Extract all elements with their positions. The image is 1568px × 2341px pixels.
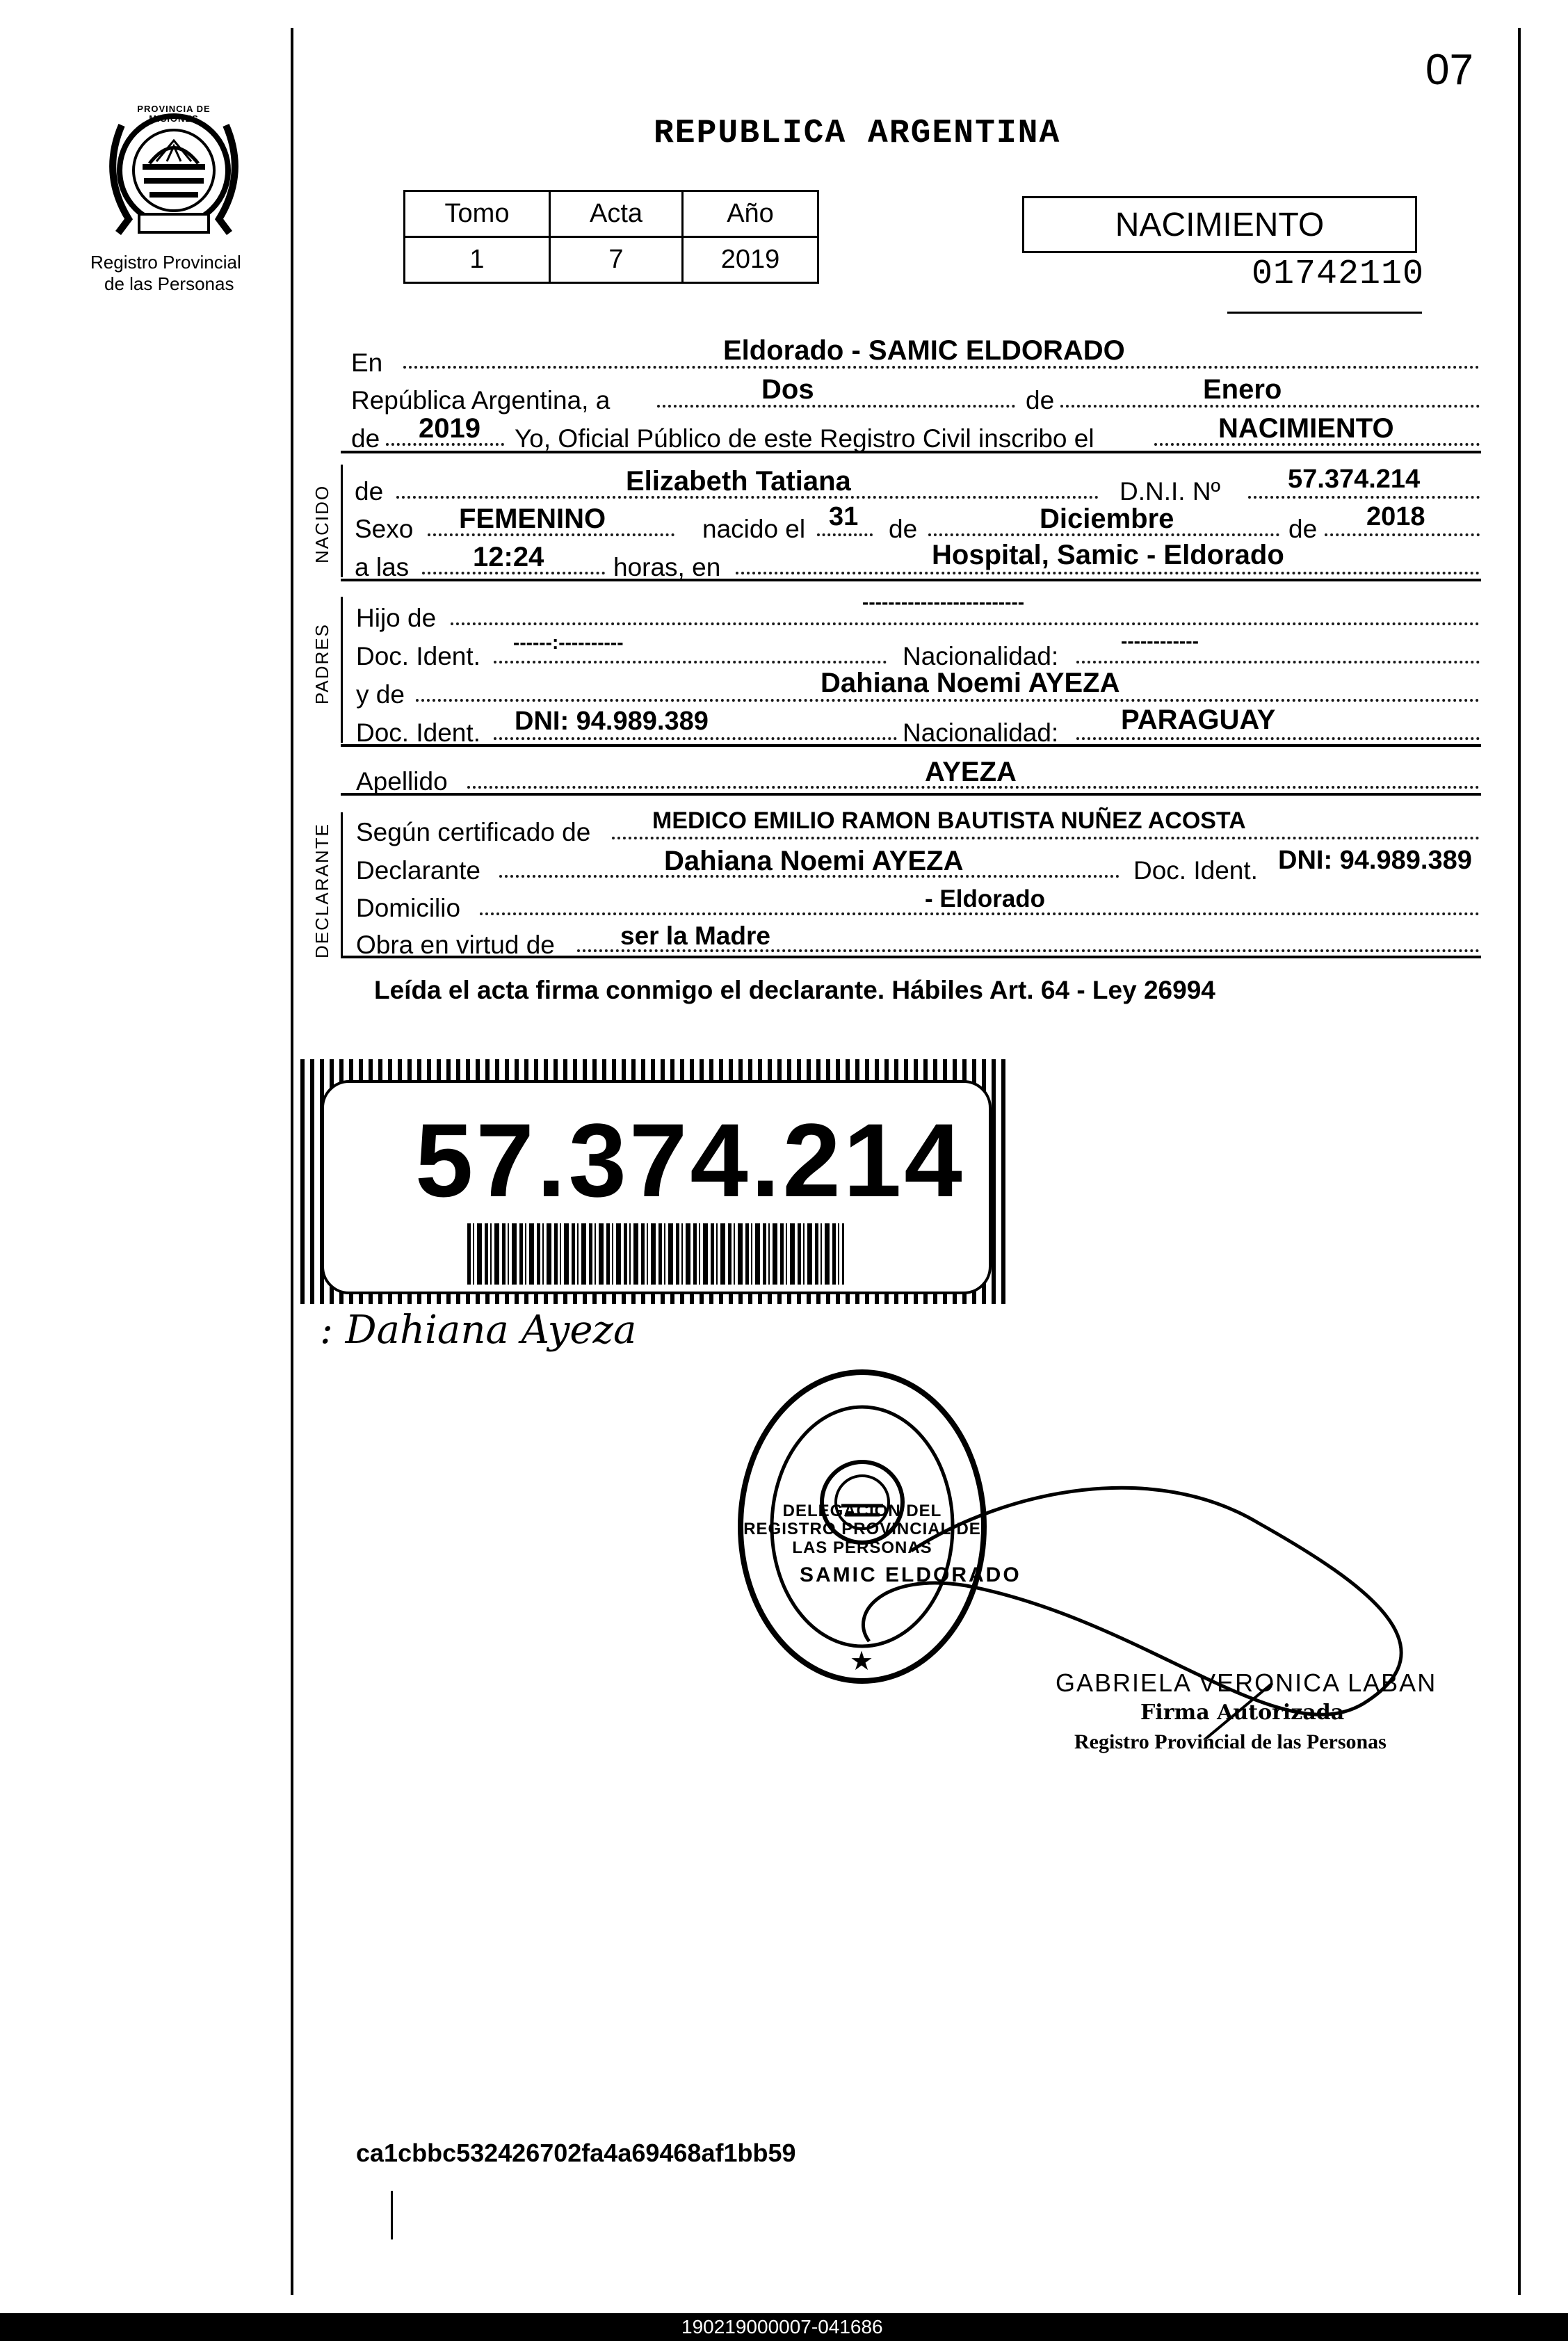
left-margin-rule xyxy=(291,28,293,2295)
birth-place: Hospital, Samic - Eldorado xyxy=(932,540,1284,570)
record-table-cell: 7 xyxy=(550,237,683,283)
father-doc-line xyxy=(494,661,887,663)
right-margin-rule xyxy=(1518,28,1521,2295)
declarante-label: Declarante xyxy=(356,856,480,885)
record-table-header: Tomo xyxy=(405,191,550,237)
republica-label: República Argentina, a xyxy=(351,386,611,415)
registration-place: Eldorado - SAMIC ELDORADO xyxy=(723,335,1125,366)
intro-rule xyxy=(341,451,1481,453)
month-line xyxy=(1060,405,1480,408)
apellido-rule xyxy=(341,793,1481,796)
record-table-header: Año xyxy=(683,191,818,237)
father-doc: ------:---------- xyxy=(513,631,624,653)
mother-name: Dahiana Noemi AYEZA xyxy=(821,668,1120,698)
domicilio-line xyxy=(480,912,1480,915)
dni-sticker xyxy=(300,1059,1007,1304)
birth-day: 31 xyxy=(829,502,859,531)
sticker-dni-number: 57.374.214 xyxy=(415,1102,965,1218)
horas-label: horas, en xyxy=(613,553,721,581)
declarante-doc: DNI: 94.989.389 xyxy=(1278,846,1472,875)
obra-label: Obra en virtud de xyxy=(356,931,555,959)
declarante-rule xyxy=(341,812,343,958)
document-title: REPUBLICA ARGENTINA xyxy=(654,115,1061,152)
page-number: 07 xyxy=(1425,46,1473,94)
registration-day: Dos xyxy=(761,374,814,405)
father-nat-line xyxy=(1076,661,1480,663)
stamp-inner-text: SAMIC ELDORADO xyxy=(800,1563,1021,1586)
domicilio-value: - Eldorado xyxy=(925,885,1046,912)
registration-month: Enero xyxy=(1203,374,1282,405)
registration-year: 2019 xyxy=(419,413,480,444)
apellido-label: Apellido xyxy=(356,767,448,796)
certifying-doctor: MEDICO EMILIO RAMON BAUTISTA NUÑEZ ACOSTA xyxy=(652,807,1246,834)
barcode xyxy=(467,1223,844,1285)
footer-code: 190219000007-041686 xyxy=(681,2316,883,2338)
doc-ident-label: Doc. Ident. xyxy=(356,642,480,670)
registry-caption-line2: de las Personas xyxy=(104,273,234,294)
hijo-de-label: Hijo de xyxy=(356,604,437,632)
section-padres: PADRES xyxy=(312,623,332,705)
birth-day-line xyxy=(817,533,873,536)
nacido-de-label: de xyxy=(355,477,384,506)
document-hash: ca1cbbc532426702fa4a69468af1bb59 xyxy=(356,2139,796,2167)
section-declarante: DECLARANTE xyxy=(312,823,332,958)
record-table-header: Acta xyxy=(550,191,683,237)
de-label: de xyxy=(1026,386,1055,415)
doc-ident-label: Doc. Ident. xyxy=(356,718,480,747)
en-label: En xyxy=(351,348,383,377)
mother-doc: DNI: 94.989.389 xyxy=(515,707,709,736)
declarant-signature: : Dahiana Ayeza xyxy=(320,1308,637,1353)
nacionalidad-label: Nacionalidad: xyxy=(903,718,1059,747)
record-table-value-row xyxy=(405,237,818,283)
child-name: Elizabeth Tatiana xyxy=(626,466,851,497)
serial-underline xyxy=(1227,312,1422,314)
serial-number: 01742110 xyxy=(1252,255,1425,294)
officer-organization: Registro Provincial de las Personas xyxy=(1074,1730,1387,1753)
padres-rule-bottom xyxy=(341,744,1481,747)
officer-statement: Yo, Oficial Público de este Registro Civil inscribo el xyxy=(515,424,1094,453)
closing-statement: Leída el acta firma conmigo el declarante. Hábiles Art. 64 - Ley 26994 xyxy=(374,976,1215,1004)
cert-line xyxy=(612,837,1480,839)
obra-value: ser la Madre xyxy=(620,922,770,950)
record-type-label: NACIMIENTO xyxy=(1115,206,1325,243)
hash-tick xyxy=(391,2191,393,2239)
section-nacido: NACIDO xyxy=(312,484,332,563)
act-type: NACIMIENTO xyxy=(1218,413,1394,444)
seal-text: PROVINCIA DE MISIONES xyxy=(137,104,211,124)
child-sex: FEMENINO xyxy=(459,504,606,534)
declarante-name: Dahiana Noemi AYEZA xyxy=(664,846,964,876)
padres-rule xyxy=(341,597,343,743)
mother-line xyxy=(416,699,1480,702)
record-table-cell: 2019 xyxy=(683,237,818,283)
birth-month: Diciembre xyxy=(1040,504,1174,534)
certificado-label: Según certificado de xyxy=(356,818,591,846)
place-line xyxy=(403,366,1480,369)
record-table-header-row xyxy=(405,191,818,237)
dni-line xyxy=(1248,496,1480,499)
declarante-doc-label: Doc. Ident. xyxy=(1133,856,1258,885)
birth-time: 12:24 xyxy=(473,542,544,572)
record-type-box xyxy=(1022,196,1417,253)
y-de-label: y de xyxy=(356,680,405,709)
sexo-label: Sexo xyxy=(355,515,414,543)
record-table-cell: 1 xyxy=(405,237,550,283)
dni-label: D.N.I. Nº xyxy=(1120,477,1221,506)
apellido-value: AYEZA xyxy=(925,757,1017,787)
father-name: ------------------------- xyxy=(862,591,1025,613)
stamp-star-icon: ★ xyxy=(850,1647,874,1676)
stamp-outer-text: DELEGACION DEL REGISTRO PROVINCIAL DE LAS PERSONAS xyxy=(743,1502,981,1557)
registry-caption-line1: Registro Provincial xyxy=(90,252,241,273)
birth-year-line xyxy=(1325,533,1480,536)
de-label: de xyxy=(351,424,380,453)
nacido-el-label: nacido el xyxy=(702,515,806,543)
mother-doc-line xyxy=(494,737,897,740)
mother-nationality: PARAGUAY xyxy=(1121,705,1276,735)
father-nationality: ------------ xyxy=(1121,630,1199,652)
day-line xyxy=(657,405,1015,408)
nacido-rule xyxy=(341,465,343,577)
nacionalidad-label: Nacionalidad: xyxy=(903,642,1059,670)
de-label: de xyxy=(889,515,918,543)
declarante-rule-bottom xyxy=(341,956,1481,958)
father-line xyxy=(451,622,1480,625)
record-table xyxy=(403,190,819,284)
child-dni: 57.374.214 xyxy=(1288,465,1421,494)
birth-place-line xyxy=(736,572,1480,574)
mother-nat-line xyxy=(1076,737,1480,740)
registry-seal-logo xyxy=(101,97,247,243)
domicilio-label: Domicilio xyxy=(356,894,461,922)
nacido-rule-bottom xyxy=(341,579,1481,581)
birth-year: 2018 xyxy=(1366,502,1425,531)
officer-role: Firma Autorizada xyxy=(1140,1700,1345,1725)
officer-name: GABRIELA VERONICA LABAN xyxy=(1056,1668,1437,1697)
de-label: de xyxy=(1288,515,1318,543)
a-las-label: a las xyxy=(355,553,410,581)
